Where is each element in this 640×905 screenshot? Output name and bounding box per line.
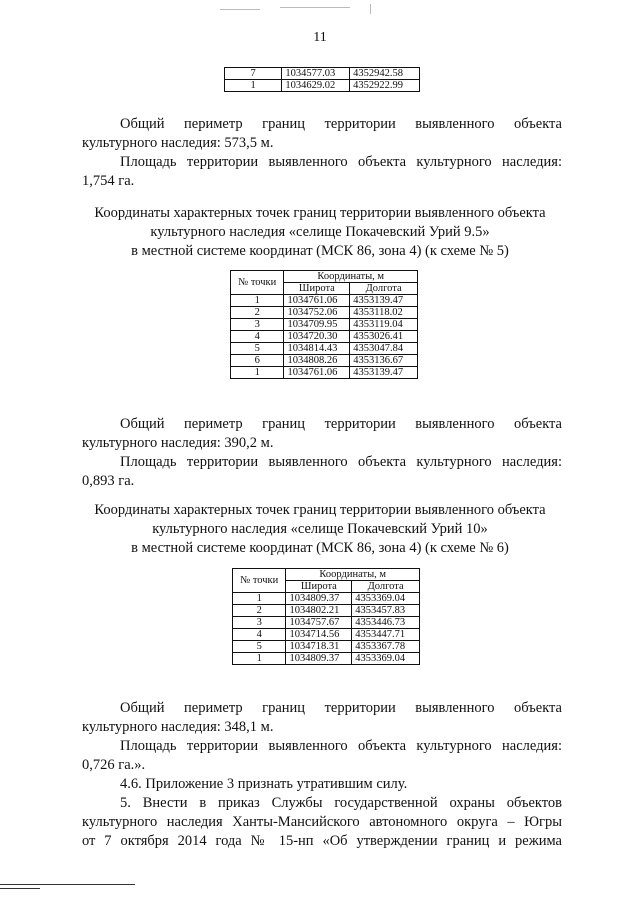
cell-lat: 1034809.37: [286, 593, 352, 605]
cell-point: 6: [231, 355, 284, 367]
section-heading-line3: в местной системе координат (МСК 86, зона 4) (к схеме № 6): [131, 540, 509, 556]
cell-point: 5: [231, 343, 284, 355]
item-5-line3: от 7 октября 2014 года № 15-нп «Об утверждении границ и режима: [82, 833, 562, 849]
table-row: [233, 653, 420, 665]
cell-point: 3: [233, 617, 286, 629]
table-row: [231, 295, 418, 307]
cell-lon: 4353457.83: [352, 605, 420, 617]
footnote-divider-short: [0, 888, 40, 889]
cell-point: 5: [233, 641, 286, 653]
cell-lat: 1034718.31: [286, 641, 352, 653]
cell-lon: 4353367.78: [352, 641, 420, 653]
area-text-3-cont: 0,726 га.».: [82, 757, 146, 773]
cell-lat: 1034814.43: [284, 343, 350, 355]
table-row: [231, 367, 418, 379]
coordinates-table-scheme-6: [232, 568, 420, 665]
page-number: 11: [313, 30, 327, 45]
cell-lon: 4353047.84: [350, 343, 418, 355]
item-5-line1: 5. Внести в приказ Службы государственной охраны объектов: [120, 795, 562, 811]
section-heading-line3: в местной системе координат (МСК 86, зона 4) (к схеме № 5): [131, 243, 509, 259]
table-row: [231, 343, 418, 355]
cell-point: 1: [233, 653, 286, 665]
col-coords-header: Координаты, м: [286, 569, 420, 581]
scan-artifact: [220, 4, 390, 14]
cell-lat: 1034761.06: [284, 367, 350, 379]
cell-lon: 4353136.67: [350, 355, 418, 367]
perimeter-text-2: Общий периметр границ территории выявленного объекта: [120, 416, 562, 432]
area-text-1: Площадь территории выявленного объекта культурного наследия:: [120, 154, 562, 170]
table-row: [231, 307, 418, 319]
cell-point: 2: [231, 307, 284, 319]
cell-lat: 1034757.67: [286, 617, 352, 629]
perimeter-text-2-cont: культурного наследия: 390,2 м.: [82, 435, 274, 451]
coordinates-table-scheme-5: [230, 270, 418, 379]
cell-lat: 1034802.21: [286, 605, 352, 617]
cell-lon: 4353139.47: [350, 295, 418, 307]
cell-point: 2: [233, 605, 286, 617]
area-text-3: Площадь территории выявленного объекта культурного наследия:: [120, 738, 562, 754]
cell-lat: 1034709.95: [284, 319, 350, 331]
perimeter-text-1-cont: культурного наследия: 573,5 м.: [82, 135, 274, 151]
cell-lat: 1034809.37: [286, 653, 352, 665]
cell-point: 7: [225, 68, 282, 80]
area-text-2-cont: 0,893 га.: [82, 473, 135, 489]
section-heading-line1: Координаты характерных точек границ территории выявленного объекта: [94, 502, 546, 518]
col-lon-header: Долгота: [352, 581, 420, 593]
perimeter-text-1: Общий периметр границ территории выявленного объекта: [120, 116, 562, 132]
cell-lon: 4353446.73: [352, 617, 420, 629]
cell-lon: 4352922.99: [350, 80, 420, 92]
cell-lat: 1034714.56: [286, 629, 352, 641]
col-lat-header: Широта: [284, 283, 350, 295]
table-row: [233, 605, 420, 617]
table-row: [233, 617, 420, 629]
table-row: [233, 629, 420, 641]
section-heading-line2: культурного наследия «селище Покачевский Урий 9.5»: [150, 224, 490, 240]
table-row: [233, 593, 420, 605]
cell-lat: 1034752.06: [284, 307, 350, 319]
perimeter-text-3: Общий периметр границ территории выявленного объекта: [120, 700, 562, 716]
section-heading-line1: Координаты характерных точек границ территории выявленного объекта: [94, 205, 546, 221]
cell-lon: 4353139.47: [350, 367, 418, 379]
perimeter-text-3-cont: культурного наследия: 348,1 м.: [82, 719, 274, 735]
table-row: [231, 331, 418, 343]
table-row: [233, 641, 420, 653]
table-row: [231, 355, 418, 367]
footnote-divider: [0, 884, 135, 885]
cell-point: 1: [225, 80, 282, 92]
area-text-2: Площадь территории выявленного объекта культурного наследия:: [120, 454, 562, 470]
cell-point: 1: [231, 295, 284, 307]
cell-lat: 1034629.02: [282, 80, 350, 92]
cell-lon: 4353447.71: [352, 629, 420, 641]
cell-lon: 4353118.02: [350, 307, 418, 319]
col-coords-header: Координаты, м: [284, 271, 418, 283]
cell-lat: 1034808.26: [284, 355, 350, 367]
cell-point: 3: [231, 319, 284, 331]
coordinates-table-continued: [224, 67, 420, 92]
col-point-header: № точки: [233, 569, 286, 593]
cell-lon: 4352942.58: [350, 68, 420, 80]
table-row: [225, 80, 420, 92]
cell-point: 4: [231, 331, 284, 343]
item-4-6: 4.6. Приложение 3 признать утратившим силу.: [120, 776, 408, 792]
cell-point: 4: [233, 629, 286, 641]
table-row: [231, 319, 418, 331]
col-lon-header: Долгота: [350, 283, 418, 295]
cell-lat: 1034577.03: [282, 68, 350, 80]
cell-lon: 4353026.41: [350, 331, 418, 343]
cell-lat: 1034761.06: [284, 295, 350, 307]
item-5-line2: культурного наследия Ханты-Мансийского автономного округа – Югры: [82, 814, 562, 830]
cell-lon: 4353369.04: [352, 593, 420, 605]
section-heading-line2: культурного наследия «селище Покачевский Урий 10»: [152, 521, 488, 537]
col-lat-header: Широта: [286, 581, 352, 593]
cell-point: 1: [231, 367, 284, 379]
cell-lon: 4353369.04: [352, 653, 420, 665]
cell-point: 1: [233, 593, 286, 605]
cell-lon: 4353119.04: [350, 319, 418, 331]
area-text-1-cont: 1,754 га.: [82, 173, 135, 189]
col-point-header: № точки: [231, 271, 284, 295]
cell-lat: 1034720.30: [284, 331, 350, 343]
table-row: [225, 68, 420, 80]
